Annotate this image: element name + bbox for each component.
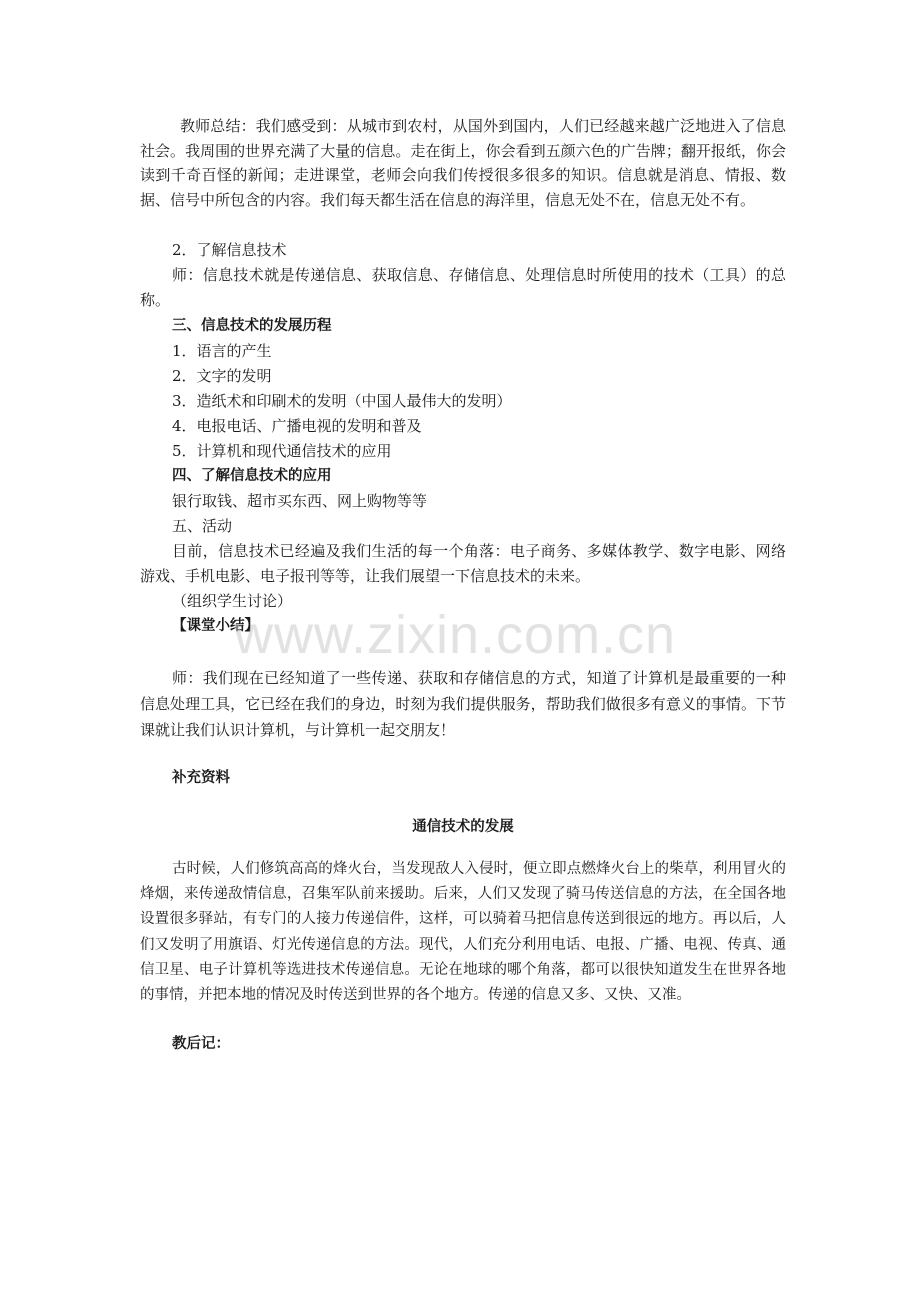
history-item-2: 2．文字的发明 <box>172 367 272 385</box>
history-item-5: 5．计算机和现代通信技术的应用 <box>172 442 392 460</box>
afterword-label: 教后记： <box>172 1036 230 1052</box>
article-title: 通信技术的发展 <box>412 819 514 835</box>
section-5-heading: 五、活动 <box>172 517 233 535</box>
activity-paragraph: 目前，信息技术已经遍及我们生活的每一个角落：电子商务、多媒体教学、数字电影、网络游戏、手机电影、电子报刊等等，让我们展望一下信息技术的未来。 <box>140 542 786 585</box>
history-item-4: 4．电报电话、广播电视的发明和普及 <box>172 417 422 435</box>
class-summary-paragraph: 师：我们现在已经知道了一些传递、获取和存储信息的方式，知道了计算机是最重要的一种信息处理工具，它已经在我们的身边，时刻为我们提供服务，帮助我们做很多有意义的事情。下节课就让我们认识计算机，与计算机一起交朋友！ <box>140 669 786 739</box>
article-paragraph: 古时候，人们修筑高高的烽火台，当发现敌人入侵时，便立即点燃烽火台上的柴草，利用冒火的烽烟，来传递敌情信息，召集军队前来援助。后来，人们又发现了骑马传送信息的方法，在全国各地设置很多驿站，有专门的人接力传递信件，这样，可以骑着马把信息传送到很远的地方。再以后，人们又发明了用旗语、灯光传递信息的方法。现代，人们充分利用电话、电报、广播、电视、传真、通信卫星、电子计算机等选进技术传递信息。无论在地球的哪个角落，都可以很快知道发生在世界各地的事情，并把本地的情况及时传送到世界的各个地方。传递的信息又多、又快、又准。 <box>140 861 786 1004</box>
class-summary-heading: 【课堂小结】 <box>172 618 259 634</box>
history-item-3: 3．造纸术和印刷术的发明（中国人最伟大的发明） <box>172 392 512 410</box>
supplement-heading: 补充资料 <box>172 770 230 786</box>
teacher-definition-paragraph: 师：信息技术就是传递信息、获取信息、存储信息、处理信息时所使用的技术（工具）的总称。 <box>140 266 786 309</box>
history-item-1: 1．语言的产生 <box>172 342 272 360</box>
section-4-heading: 四、了解信息技术的应用 <box>172 468 332 484</box>
section-3-heading: 三、信息技术的发展历程 <box>172 318 332 334</box>
discussion-note: （组织学生讨论） <box>172 592 293 610</box>
watermark: www.zixin.com.cn <box>234 605 677 665</box>
item-2-title: 2．了解信息技术 <box>172 241 287 259</box>
applications-text: 银行取钱、超市买东西、网上购物等等 <box>172 492 428 510</box>
teacher-summary-paragraph: 教师总结：我们感受到：从城市到农村，从国外到国内，人们已经越来越广泛地进入了信息社会。我周围的世界充满了大量的信息。走在街上，你会看到五颜六色的广告牌；翻开报纸，你会读到千奇百怪的新闻；走进课堂，老师会向我们传授很多很多的知识。信息就是消息、情报、数据、信号中所包含的内容。我们每天都生活在信息的海洋里，信息无处不在，信息无处不有。 <box>140 117 786 209</box>
